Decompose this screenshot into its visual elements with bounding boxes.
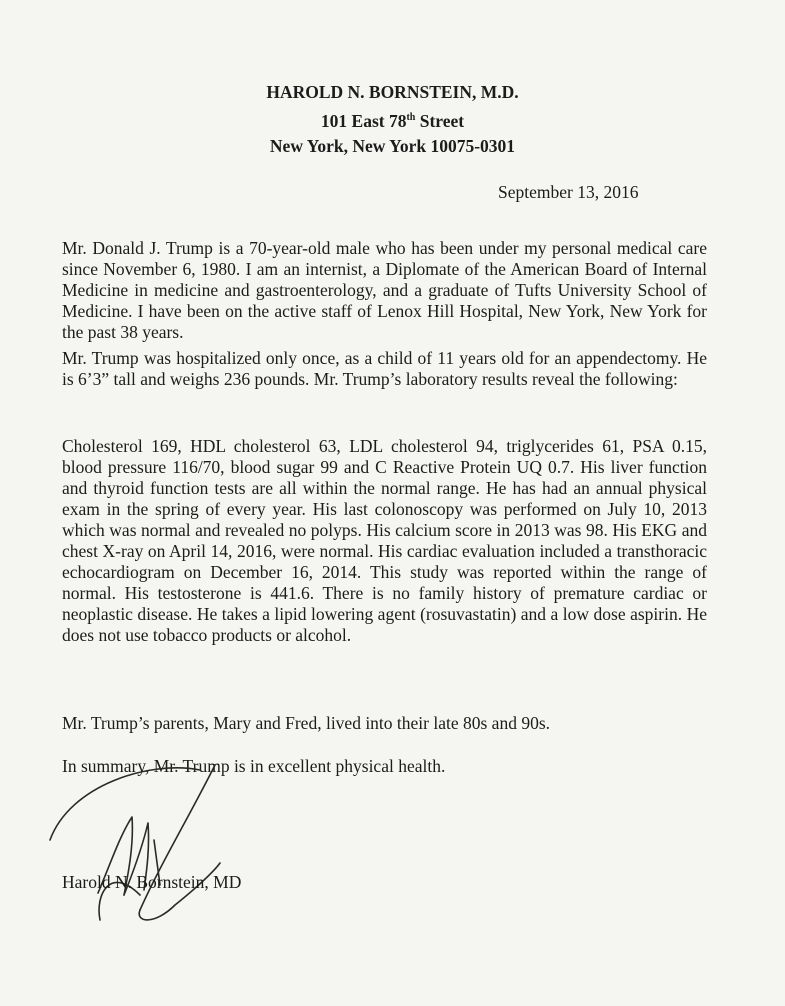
letter-date: September 13, 2016 [498, 182, 639, 202]
city-address: New York, New York 10075-0301 [269, 135, 516, 156]
street-address: 101 East 78th Street [320, 110, 465, 131]
letterhead [0, 80, 785, 159]
paragraph-credentials: Mr. Donald J. Trump is a 70-year-old male who has been under my personal medical care since November 6, 1980. I am an internist, a Diplomate of the American Board of Internal Medicine in medicine and gastroenterology, and a graduate of Tufts University School of Medicine. I have been on the active staff of Lenox Hill Hospital, New York, New York for the past 38 years. [62, 238, 707, 342]
handwritten-signature [40, 745, 260, 925]
paragraph-parents: Mr. Trump’s parents, Mary and Fred, lived into their late 80s and 90s. [62, 713, 551, 733]
paragraph-summary: In summary, Mr. Trump is in excellent physical health. [62, 756, 446, 776]
paragraph-lab-results: Cholesterol 169, HDL cholesterol 63, LDL cholesterol 94, triglycerides 61, PSA 0.15, blood pressure 116/70, blood sugar 99 and C Reactive Protein UQ 0.7. His liver function and thyroid function tests are all within the normal range. He has had an annual physical exam in the spring of every year. His last colonoscopy was performed on July 10, 2013 which was normal and revealed no polyps. His calcium score in 2013 was 98. His EKG and chest X-ray on April 14, 2016, were normal. His cardiac evaluation included a transthoracic echocardiogram on December 16, 2014. This study was reported within the range of normal. His testosterone is 441.6. There is no family history of premature cardiac or neoplastic disease. He takes a lipid lowering agent (rosuvastatin) and a low dose aspirin. He does not use tobacco products or alcohol. [62, 436, 707, 645]
paragraph-history: Mr. Trump was hospitalized only once, as a child of 11 years old for an appendectomy. He is 6’3” tall and weighs 236 pounds. Mr. Trump’s laboratory results reveal the following: [62, 348, 707, 389]
doctor-name: HAROLD N. BORNSTEIN, M.D. [266, 82, 519, 102]
signer-name: Harold N. Bornstein, MD [62, 872, 242, 892]
